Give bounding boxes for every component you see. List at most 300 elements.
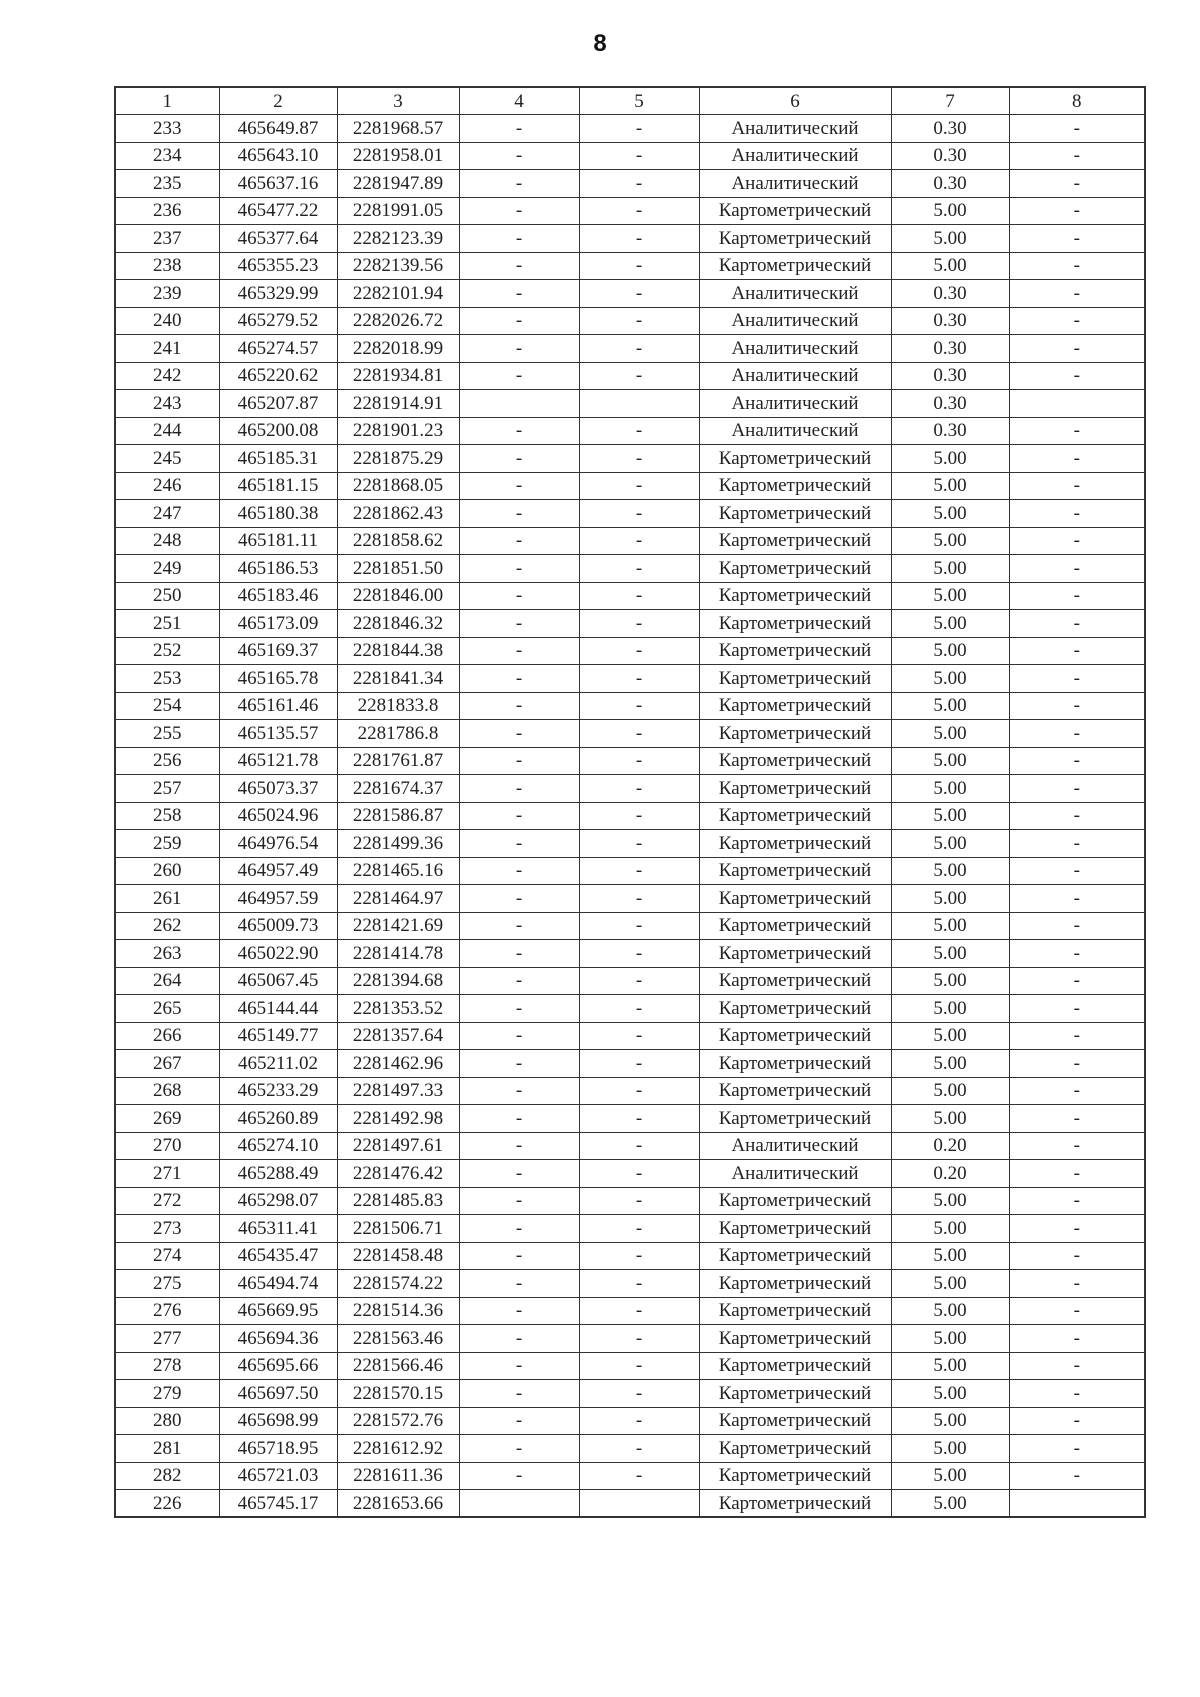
x-coordinate-cell: 465183.46 xyxy=(219,582,337,610)
column-4-cell: - xyxy=(459,995,579,1023)
column-header: 4 xyxy=(459,87,579,115)
accuracy-cell: 5.00 xyxy=(891,1490,1009,1518)
point-number-cell: 269 xyxy=(115,1105,219,1133)
y-coordinate-cell: 2281563.46 xyxy=(337,1325,459,1353)
table-header-row xyxy=(115,87,1145,115)
point-number-cell: 251 xyxy=(115,610,219,638)
x-coordinate-cell: 465355.23 xyxy=(219,252,337,280)
method-cell: Аналитический xyxy=(699,115,891,143)
point-number-cell: 254 xyxy=(115,692,219,720)
column-8-cell: - xyxy=(1009,142,1145,170)
column-4-cell: - xyxy=(459,1077,579,1105)
column-4-cell: - xyxy=(459,1297,579,1325)
column-8-cell: - xyxy=(1009,940,1145,968)
column-8-cell: - xyxy=(1009,307,1145,335)
method-cell: Картометрический xyxy=(699,692,891,720)
y-coordinate-cell: 2281421.69 xyxy=(337,912,459,940)
column-8-cell: - xyxy=(1009,747,1145,775)
table-row xyxy=(115,830,1145,858)
column-8-cell: - xyxy=(1009,1270,1145,1298)
table-row xyxy=(115,417,1145,445)
column-4-cell: - xyxy=(459,1242,579,1270)
point-number-cell: 253 xyxy=(115,665,219,693)
x-coordinate-cell: 465288.49 xyxy=(219,1160,337,1188)
point-number-cell: 250 xyxy=(115,582,219,610)
table-row xyxy=(115,252,1145,280)
accuracy-cell: 5.00 xyxy=(891,912,1009,940)
x-coordinate-cell: 465435.47 xyxy=(219,1242,337,1270)
column-5-cell: - xyxy=(579,1270,699,1298)
accuracy-cell: 5.00 xyxy=(891,445,1009,473)
accuracy-cell: 5.00 xyxy=(891,1242,1009,1270)
method-cell: Картометрический xyxy=(699,610,891,638)
accuracy-cell: 0.30 xyxy=(891,390,1009,418)
column-5-cell: - xyxy=(579,1380,699,1408)
y-coordinate-cell: 2281353.52 xyxy=(337,995,459,1023)
y-coordinate-cell: 2281497.61 xyxy=(337,1132,459,1160)
x-coordinate-cell: 465211.02 xyxy=(219,1050,337,1078)
table-row xyxy=(115,940,1145,968)
table-row xyxy=(115,912,1145,940)
accuracy-cell: 5.00 xyxy=(891,830,1009,858)
accuracy-cell: 5.00 xyxy=(891,1407,1009,1435)
table-row xyxy=(115,1242,1145,1270)
y-coordinate-cell: 2281566.46 xyxy=(337,1352,459,1380)
table-row xyxy=(115,1380,1145,1408)
column-5-cell: - xyxy=(579,1407,699,1435)
method-cell: Картометрический xyxy=(699,527,891,555)
y-coordinate-cell: 2281761.87 xyxy=(337,747,459,775)
column-4-cell: - xyxy=(459,472,579,500)
column-5-cell: - xyxy=(579,610,699,638)
accuracy-cell: 5.00 xyxy=(891,225,1009,253)
column-8-cell: - xyxy=(1009,1160,1145,1188)
y-coordinate-cell: 2281868.05 xyxy=(337,472,459,500)
point-number-cell: 257 xyxy=(115,775,219,803)
y-coordinate-cell: 2281476.42 xyxy=(337,1160,459,1188)
column-header: 7 xyxy=(891,87,1009,115)
column-8-cell: - xyxy=(1009,225,1145,253)
y-coordinate-cell: 2281991.05 xyxy=(337,197,459,225)
accuracy-cell: 0.30 xyxy=(891,417,1009,445)
table-row xyxy=(115,1297,1145,1325)
x-coordinate-cell: 465721.03 xyxy=(219,1462,337,1490)
column-4-cell: - xyxy=(459,500,579,528)
x-coordinate-cell: 465669.95 xyxy=(219,1297,337,1325)
x-coordinate-cell: 465279.52 xyxy=(219,307,337,335)
column-5-cell: - xyxy=(579,445,699,473)
column-5-cell: - xyxy=(579,1022,699,1050)
y-coordinate-cell: 2281572.76 xyxy=(337,1407,459,1435)
column-5-cell: - xyxy=(579,747,699,775)
x-coordinate-cell: 465186.53 xyxy=(219,555,337,583)
accuracy-cell: 0.20 xyxy=(891,1160,1009,1188)
column-5-cell: - xyxy=(579,1242,699,1270)
point-number-cell: 241 xyxy=(115,335,219,363)
column-4-cell: - xyxy=(459,445,579,473)
column-8-cell: - xyxy=(1009,445,1145,473)
accuracy-cell: 0.30 xyxy=(891,362,1009,390)
column-5-cell: - xyxy=(579,1297,699,1325)
point-number-cell: 265 xyxy=(115,995,219,1023)
table-row xyxy=(115,1022,1145,1050)
column-5-cell: - xyxy=(579,1215,699,1243)
x-coordinate-cell: 465274.57 xyxy=(219,335,337,363)
point-number-cell: 258 xyxy=(115,802,219,830)
column-8-cell: - xyxy=(1009,857,1145,885)
method-cell: Картометрический xyxy=(699,967,891,995)
accuracy-cell: 5.00 xyxy=(891,857,1009,885)
table-row xyxy=(115,142,1145,170)
column-8-cell: - xyxy=(1009,1215,1145,1243)
column-5-cell: - xyxy=(579,940,699,968)
column-4-cell: - xyxy=(459,885,579,913)
column-8-cell: - xyxy=(1009,280,1145,308)
method-cell: Картометрический xyxy=(699,747,891,775)
column-5-cell: - xyxy=(579,417,699,445)
column-5-cell: - xyxy=(579,967,699,995)
column-5-cell: - xyxy=(579,912,699,940)
method-cell: Картометрический xyxy=(699,1380,891,1408)
method-cell: Картометрический xyxy=(699,445,891,473)
table-row xyxy=(115,665,1145,693)
method-cell: Картометрический xyxy=(699,720,891,748)
table-row xyxy=(115,527,1145,555)
column-8-cell: - xyxy=(1009,1462,1145,1490)
column-4-cell: - xyxy=(459,1132,579,1160)
accuracy-cell: 5.00 xyxy=(891,1435,1009,1463)
method-cell: Картометрический xyxy=(699,1490,891,1518)
point-number-cell: 260 xyxy=(115,857,219,885)
column-5-cell: - xyxy=(579,1352,699,1380)
column-5-cell: - xyxy=(579,1050,699,1078)
method-cell: Картометрический xyxy=(699,1215,891,1243)
column-4-cell: - xyxy=(459,335,579,363)
method-cell: Картометрический xyxy=(699,885,891,913)
point-number-cell: 246 xyxy=(115,472,219,500)
accuracy-cell: 5.00 xyxy=(891,555,1009,583)
accuracy-cell: 5.00 xyxy=(891,692,1009,720)
column-8-cell: - xyxy=(1009,1325,1145,1353)
accuracy-cell: 5.00 xyxy=(891,720,1009,748)
method-cell: Картометрический xyxy=(699,500,891,528)
column-4-cell: - xyxy=(459,610,579,638)
x-coordinate-cell: 465233.29 xyxy=(219,1077,337,1105)
x-coordinate-cell: 464957.59 xyxy=(219,885,337,913)
x-coordinate-cell: 465207.87 xyxy=(219,390,337,418)
x-coordinate-cell: 465009.73 xyxy=(219,912,337,940)
method-cell: Картометрический xyxy=(699,1325,891,1353)
method-cell: Картометрический xyxy=(699,857,891,885)
column-4-cell: - xyxy=(459,692,579,720)
point-number-cell: 282 xyxy=(115,1462,219,1490)
method-cell: Картометрический xyxy=(699,252,891,280)
column-5-cell: - xyxy=(579,197,699,225)
y-coordinate-cell: 2281574.22 xyxy=(337,1270,459,1298)
column-header: 6 xyxy=(699,87,891,115)
accuracy-cell: 5.00 xyxy=(891,1270,1009,1298)
y-coordinate-cell: 2281846.32 xyxy=(337,610,459,638)
column-header: 2 xyxy=(219,87,337,115)
column-5-cell: - xyxy=(579,115,699,143)
x-coordinate-cell: 465169.37 xyxy=(219,637,337,665)
accuracy-cell: 5.00 xyxy=(891,1105,1009,1133)
method-cell: Аналитический xyxy=(699,1132,891,1160)
column-8-cell: - xyxy=(1009,417,1145,445)
point-number-cell: 271 xyxy=(115,1160,219,1188)
y-coordinate-cell: 2281458.48 xyxy=(337,1242,459,1270)
method-cell: Картометрический xyxy=(699,582,891,610)
accuracy-cell: 5.00 xyxy=(891,252,1009,280)
accuracy-cell: 5.00 xyxy=(891,637,1009,665)
method-cell: Картометрический xyxy=(699,1270,891,1298)
y-coordinate-cell: 2281901.23 xyxy=(337,417,459,445)
method-cell: Картометрический xyxy=(699,665,891,693)
y-coordinate-cell: 2281947.89 xyxy=(337,170,459,198)
x-coordinate-cell: 465121.78 xyxy=(219,747,337,775)
table-row xyxy=(115,967,1145,995)
table-row xyxy=(115,1270,1145,1298)
point-number-cell: 242 xyxy=(115,362,219,390)
point-number-cell: 235 xyxy=(115,170,219,198)
method-cell: Картометрический xyxy=(699,1187,891,1215)
method-cell: Картометрический xyxy=(699,1352,891,1380)
table-row xyxy=(115,637,1145,665)
method-cell: Аналитический xyxy=(699,170,891,198)
accuracy-cell: 5.00 xyxy=(891,1352,1009,1380)
x-coordinate-cell: 465181.15 xyxy=(219,472,337,500)
column-5-cell: - xyxy=(579,995,699,1023)
column-8-cell: - xyxy=(1009,1050,1145,1078)
y-coordinate-cell: 2281485.83 xyxy=(337,1187,459,1215)
accuracy-cell: 5.00 xyxy=(891,995,1009,1023)
column-4-cell: - xyxy=(459,1380,579,1408)
table-row xyxy=(115,555,1145,583)
point-number-cell: 239 xyxy=(115,280,219,308)
method-cell: Аналитический xyxy=(699,142,891,170)
y-coordinate-cell: 2281841.34 xyxy=(337,665,459,693)
column-4-cell: - xyxy=(459,582,579,610)
y-coordinate-cell: 2281653.66 xyxy=(337,1490,459,1518)
accuracy-cell: 0.20 xyxy=(891,1132,1009,1160)
accuracy-cell: 5.00 xyxy=(891,197,1009,225)
accuracy-cell: 5.00 xyxy=(891,802,1009,830)
x-coordinate-cell: 465377.64 xyxy=(219,225,337,253)
point-number-cell: 243 xyxy=(115,390,219,418)
accuracy-cell: 5.00 xyxy=(891,1297,1009,1325)
column-5-cell: - xyxy=(579,1325,699,1353)
y-coordinate-cell: 2281612.92 xyxy=(337,1435,459,1463)
column-4-cell: - xyxy=(459,637,579,665)
column-5-cell: - xyxy=(579,1187,699,1215)
column-4-cell: - xyxy=(459,555,579,583)
y-coordinate-cell: 2281875.29 xyxy=(337,445,459,473)
method-cell: Картометрический xyxy=(699,1050,891,1078)
column-header: 8 xyxy=(1009,87,1145,115)
accuracy-cell: 5.00 xyxy=(891,527,1009,555)
y-coordinate-cell: 2281514.36 xyxy=(337,1297,459,1325)
column-4-cell: - xyxy=(459,1435,579,1463)
x-coordinate-cell: 465180.38 xyxy=(219,500,337,528)
x-coordinate-cell: 465220.62 xyxy=(219,362,337,390)
method-cell: Аналитический xyxy=(699,1160,891,1188)
accuracy-cell: 5.00 xyxy=(891,1050,1009,1078)
column-8-cell: - xyxy=(1009,170,1145,198)
column-5-cell: - xyxy=(579,555,699,583)
point-number-cell: 278 xyxy=(115,1352,219,1380)
y-coordinate-cell: 2281465.16 xyxy=(337,857,459,885)
column-8-cell: - xyxy=(1009,692,1145,720)
column-8-cell: - xyxy=(1009,637,1145,665)
column-8-cell: - xyxy=(1009,720,1145,748)
accuracy-cell: 5.00 xyxy=(891,1380,1009,1408)
column-4-cell: - xyxy=(459,1352,579,1380)
table-row xyxy=(115,582,1145,610)
y-coordinate-cell: 2281958.01 xyxy=(337,142,459,170)
point-number-cell: 249 xyxy=(115,555,219,583)
method-cell: Картометрический xyxy=(699,1297,891,1325)
x-coordinate-cell: 465649.87 xyxy=(219,115,337,143)
accuracy-cell: 5.00 xyxy=(891,940,1009,968)
column-8-cell: - xyxy=(1009,1022,1145,1050)
column-8-cell: - xyxy=(1009,115,1145,143)
table-row xyxy=(115,1132,1145,1160)
column-4-cell: - xyxy=(459,775,579,803)
column-8-cell: - xyxy=(1009,885,1145,913)
column-4-cell: - xyxy=(459,912,579,940)
table-row xyxy=(115,225,1145,253)
table-row xyxy=(115,1325,1145,1353)
point-number-cell: 275 xyxy=(115,1270,219,1298)
point-number-cell: 247 xyxy=(115,500,219,528)
y-coordinate-cell: 2281414.78 xyxy=(337,940,459,968)
column-8-cell: - xyxy=(1009,582,1145,610)
accuracy-cell: 5.00 xyxy=(891,1325,1009,1353)
table-row xyxy=(115,1187,1145,1215)
x-coordinate-cell: 465024.96 xyxy=(219,802,337,830)
method-cell: Картометрический xyxy=(699,1105,891,1133)
column-8-cell: - xyxy=(1009,555,1145,583)
column-4-cell: - xyxy=(459,1325,579,1353)
method-cell: Картометрический xyxy=(699,1242,891,1270)
point-number-cell: 280 xyxy=(115,1407,219,1435)
column-5-cell: - xyxy=(579,582,699,610)
x-coordinate-cell: 465695.66 xyxy=(219,1352,337,1380)
column-8-cell: - xyxy=(1009,1380,1145,1408)
column-5-cell: - xyxy=(579,802,699,830)
method-cell: Картометрический xyxy=(699,940,891,968)
column-5-cell: - xyxy=(579,720,699,748)
column-5-cell: - xyxy=(579,885,699,913)
y-coordinate-cell: 2282123.39 xyxy=(337,225,459,253)
y-coordinate-cell: 2281674.37 xyxy=(337,775,459,803)
column-4-cell xyxy=(459,390,579,418)
table-row xyxy=(115,390,1145,418)
table-row xyxy=(115,1490,1145,1518)
column-header: 1 xyxy=(115,87,219,115)
column-5-cell: - xyxy=(579,335,699,363)
point-number-cell: 237 xyxy=(115,225,219,253)
method-cell: Картометрический xyxy=(699,197,891,225)
column-8-cell: - xyxy=(1009,500,1145,528)
table-row xyxy=(115,1105,1145,1133)
accuracy-cell: 5.00 xyxy=(891,610,1009,638)
column-5-cell: - xyxy=(579,142,699,170)
method-cell: Картометрический xyxy=(699,472,891,500)
table-row xyxy=(115,857,1145,885)
column-5-cell: - xyxy=(579,500,699,528)
point-number-cell: 274 xyxy=(115,1242,219,1270)
column-5-cell: - xyxy=(579,225,699,253)
column-5-cell: - xyxy=(579,1462,699,1490)
y-coordinate-cell: 2281464.97 xyxy=(337,885,459,913)
column-4-cell: - xyxy=(459,747,579,775)
point-number-cell: 263 xyxy=(115,940,219,968)
method-cell: Аналитический xyxy=(699,335,891,363)
y-coordinate-cell: 2281844.38 xyxy=(337,637,459,665)
x-coordinate-cell: 465311.41 xyxy=(219,1215,337,1243)
y-coordinate-cell: 2281862.43 xyxy=(337,500,459,528)
x-coordinate-cell: 465161.46 xyxy=(219,692,337,720)
column-8-cell: - xyxy=(1009,527,1145,555)
x-coordinate-cell: 465274.10 xyxy=(219,1132,337,1160)
accuracy-cell: 5.00 xyxy=(891,472,1009,500)
column-5-cell xyxy=(579,1490,699,1518)
column-5-cell: - xyxy=(579,307,699,335)
x-coordinate-cell: 465073.37 xyxy=(219,775,337,803)
method-cell: Картометрический xyxy=(699,802,891,830)
column-4-cell: - xyxy=(459,940,579,968)
y-coordinate-cell: 2281851.50 xyxy=(337,555,459,583)
coordinates-table xyxy=(114,86,1146,1518)
method-cell: Картометрический xyxy=(699,830,891,858)
point-number-cell: 262 xyxy=(115,912,219,940)
column-8-cell: - xyxy=(1009,472,1145,500)
accuracy-cell: 5.00 xyxy=(891,500,1009,528)
column-8-cell: - xyxy=(1009,252,1145,280)
column-8-cell: - xyxy=(1009,830,1145,858)
y-coordinate-cell: 2281934.81 xyxy=(337,362,459,390)
table-row xyxy=(115,1215,1145,1243)
x-coordinate-cell: 465477.22 xyxy=(219,197,337,225)
column-4-cell: - xyxy=(459,1187,579,1215)
column-4-cell: - xyxy=(459,1407,579,1435)
y-coordinate-cell: 2281586.87 xyxy=(337,802,459,830)
accuracy-cell: 0.30 xyxy=(891,115,1009,143)
x-coordinate-cell: 465200.08 xyxy=(219,417,337,445)
point-number-cell: 256 xyxy=(115,747,219,775)
point-number-cell: 279 xyxy=(115,1380,219,1408)
method-cell: Аналитический xyxy=(699,390,891,418)
point-number-cell: 244 xyxy=(115,417,219,445)
point-number-cell: 259 xyxy=(115,830,219,858)
point-number-cell: 277 xyxy=(115,1325,219,1353)
x-coordinate-cell: 465149.77 xyxy=(219,1022,337,1050)
point-number-cell: 252 xyxy=(115,637,219,665)
method-cell: Картометрический xyxy=(699,555,891,583)
column-5-cell: - xyxy=(579,857,699,885)
column-4-cell: - xyxy=(459,1105,579,1133)
column-8-cell: - xyxy=(1009,1105,1145,1133)
y-coordinate-cell: 2281914.91 xyxy=(337,390,459,418)
x-coordinate-cell: 465185.31 xyxy=(219,445,337,473)
table-row xyxy=(115,747,1145,775)
column-4-cell: - xyxy=(459,225,579,253)
column-5-cell: - xyxy=(579,1435,699,1463)
column-4-cell: - xyxy=(459,1050,579,1078)
x-coordinate-cell: 465165.78 xyxy=(219,665,337,693)
x-coordinate-cell: 465698.99 xyxy=(219,1407,337,1435)
